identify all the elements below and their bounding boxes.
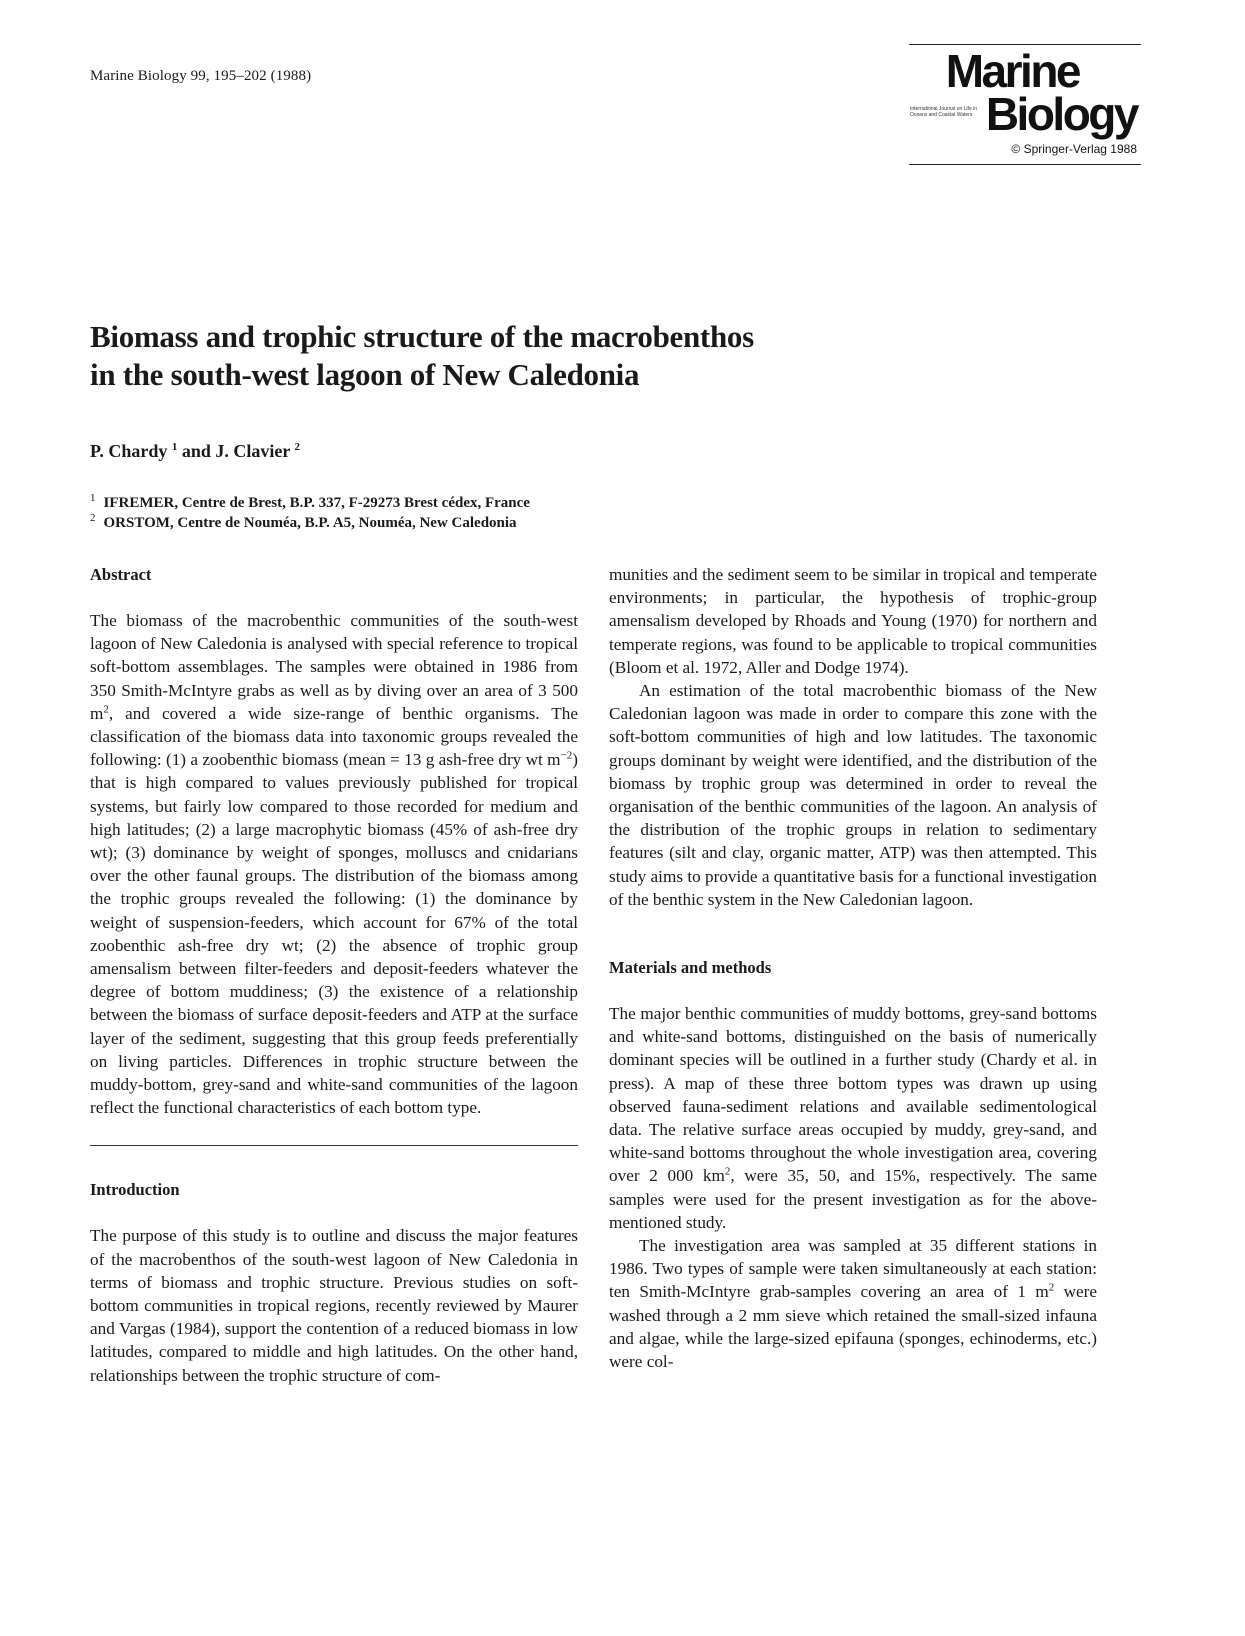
author-name: J. Clavier: [215, 441, 291, 461]
abstract-heading: Abstract: [90, 565, 152, 584]
affiliation-text: ORSTOM, Centre de Nouméa, B.P. A5, Nouméa, New Caledonia: [103, 515, 517, 531]
superscript: 2: [724, 1165, 731, 1178]
superscript: −2: [560, 749, 573, 762]
superscript: 2: [103, 703, 109, 716]
journal-logo: [909, 44, 1141, 165]
affiliations: [90, 493, 530, 533]
methods-paragraph-1: [609, 1002, 1097, 1234]
logo-bottom-rule: [909, 164, 1141, 165]
author-separator: and: [177, 441, 216, 461]
methods-text-part: , were 35, 50, and 15%, respectively. The same samples were used for the present investigation as for the above-mentioned study.: [609, 1166, 1097, 1232]
abstract-text-part: ) that is high compared to values previously published for tropical systems, but fairly low compared to those recorded for medium and high latitudes; (2) a large macrophytic biomass (45% of ash-free dry wt); (3) dominance by weight of sponges, molluscs and cnidarians over the other faunal groups. The distribution of the biomass among the trophic groups revealed the following: (1) the dominance by weight of suspension-feeders, which account for 67% of the total zoobenthic ash-free dry wt; (2) the absence of trophic group amensalism between filter-feeders and deposit-feeders whatever the degree of bottom muddiness; (3) the existence of a relationship between the biomass of surface deposit-feeders and ATP at the surface layer of the sediment, suggesting that this group feeds preferentially on living particles. Differences in trophic structure between the muddy-bottom, grey-sand and white-sand communities of the lagoon reflect the functional characteristics of each bottom type.: [90, 750, 578, 1118]
affiliation-text: IFREMER, Centre de Brest, B.P. 337, F-29273 Brest cédex, France: [103, 495, 530, 511]
introduction-heading: Introduction: [90, 1180, 180, 1200]
methods-text-part: The major benthic communities of muddy bottoms, grey-sand bottoms and white-sand bottoms, distinguished on the basis of numerically dominant species will be outlined in a further study (Chardy et al. in press). A map of these three bottom types was drawn up using observed fauna-sediment relations and available sedimentological data. The relative surface areas occupied by muddy, grey-sand, and white-sand bottoms throughout the whole investigation area, covering over 2 000 km: [609, 1004, 1097, 1186]
copyright-notice: © Springer-Verlag 1988: [1011, 142, 1137, 156]
title-line-1: Biomass and trophic structure of the macrobenthos: [90, 319, 754, 354]
introduction-paragraph: The purpose of this study is to outline and discuss the major features of the macrobenthos of the south-west lagoon of New Caledonia in terms of biomass and trophic structure. Previous studies on soft-bottom communities in tropical regions, recently reviewed by Maurer and Vargas (1984), support the contention of a reduced biomass in low latitudes, compared to middle and high latitudes. On the other hand, relationships between the trophic structure of com-: [90, 1226, 578, 1385]
methods-text-part: were washed through a 2 mm sieve which retained the small-sized infauna and algae, while the large-sized epifauna (sponges, echinoderms, etc.) were col-: [609, 1282, 1097, 1372]
article-title: [90, 318, 754, 394]
affiliation-mark: 1: [171, 441, 178, 453]
methods-paragraph-2: [609, 1234, 1097, 1373]
author-list: [90, 441, 300, 462]
right-column: [609, 563, 1097, 1373]
abstract-text-part: , and covered a wide size-range of benthic organisms. The classification of the biomass data into taxonomic groups revealed the following: (1) a zoobenthic biomass (mean = 13 g ash-free dry wt m: [90, 703, 578, 770]
logo-word-marine: Marine: [945, 45, 1079, 97]
methods-text-part: The investigation area was sampled at 35 different stations in 1986. Two types of sample were taken simultaneously at each station: ten Smith-McIntyre grab-samples covering an area of 1 m: [609, 1236, 1097, 1302]
abstract-text-part: The biomass of the macrobenthic communities of the south-west lagoon of New Caledonia is analysed with special reference to tropical soft-bottom assemblages. The samples were obtained in 1986 from 350 Smith-McIntyre grabs as well as by diving over an area of 3 500 m: [90, 611, 578, 723]
methods-heading: Materials and methods: [609, 958, 772, 978]
affiliation-number: 2: [90, 512, 96, 524]
abstract-text: [90, 609, 578, 1119]
author-name: P. Chardy: [90, 441, 168, 461]
left-column: [90, 563, 578, 1387]
logo-tagline: International Journal on Life in Oceans and Coastal Waters: [910, 106, 977, 118]
affiliation-mark: 2: [294, 441, 301, 453]
superscript: 2: [1048, 1281, 1055, 1294]
affiliation-number: 1: [90, 492, 96, 504]
journal-citation: Marine Biology 99, 195–202 (1988): [90, 68, 312, 84]
section-divider: [90, 1145, 578, 1146]
introduction-paragraph-continued: munities and the sediment seem to be similar in tropical and temperate environments; in particular, the hypothesis of trophic-group amensalism developed by Rhoads and Young (1970) for northern and temperate regions, was found to be applicable to tropical communities (Bloom et al. 1972, Aller and Dodge 1974).: [609, 565, 1097, 677]
affiliation-line: [90, 493, 530, 513]
title-line-2: in the south-west lagoon of New Caledonia: [90, 357, 640, 392]
affiliation-line: [90, 513, 530, 533]
logo-word-biology: Biology: [985, 88, 1137, 140]
introduction-paragraph-2: An estimation of the total macrobenthic biomass of the New Caledonian lagoon was made in order to compare this zone with the soft-bottom communities of high and low latitudes. The taxonomic groups dominant by weight were identified, and the distribution of the biomass by trophic group was determined in order to reveal the organisation of the benthic communities of the lagoon. An analysis of the distribution of the trophic groups in relation to sedimentary features (silt and clay, organic matter, ATP) was then attempted. This study aims to provide a quantitative basis for a functional investigation of the benthic system in the New Caledonian lagoon.: [609, 681, 1097, 909]
